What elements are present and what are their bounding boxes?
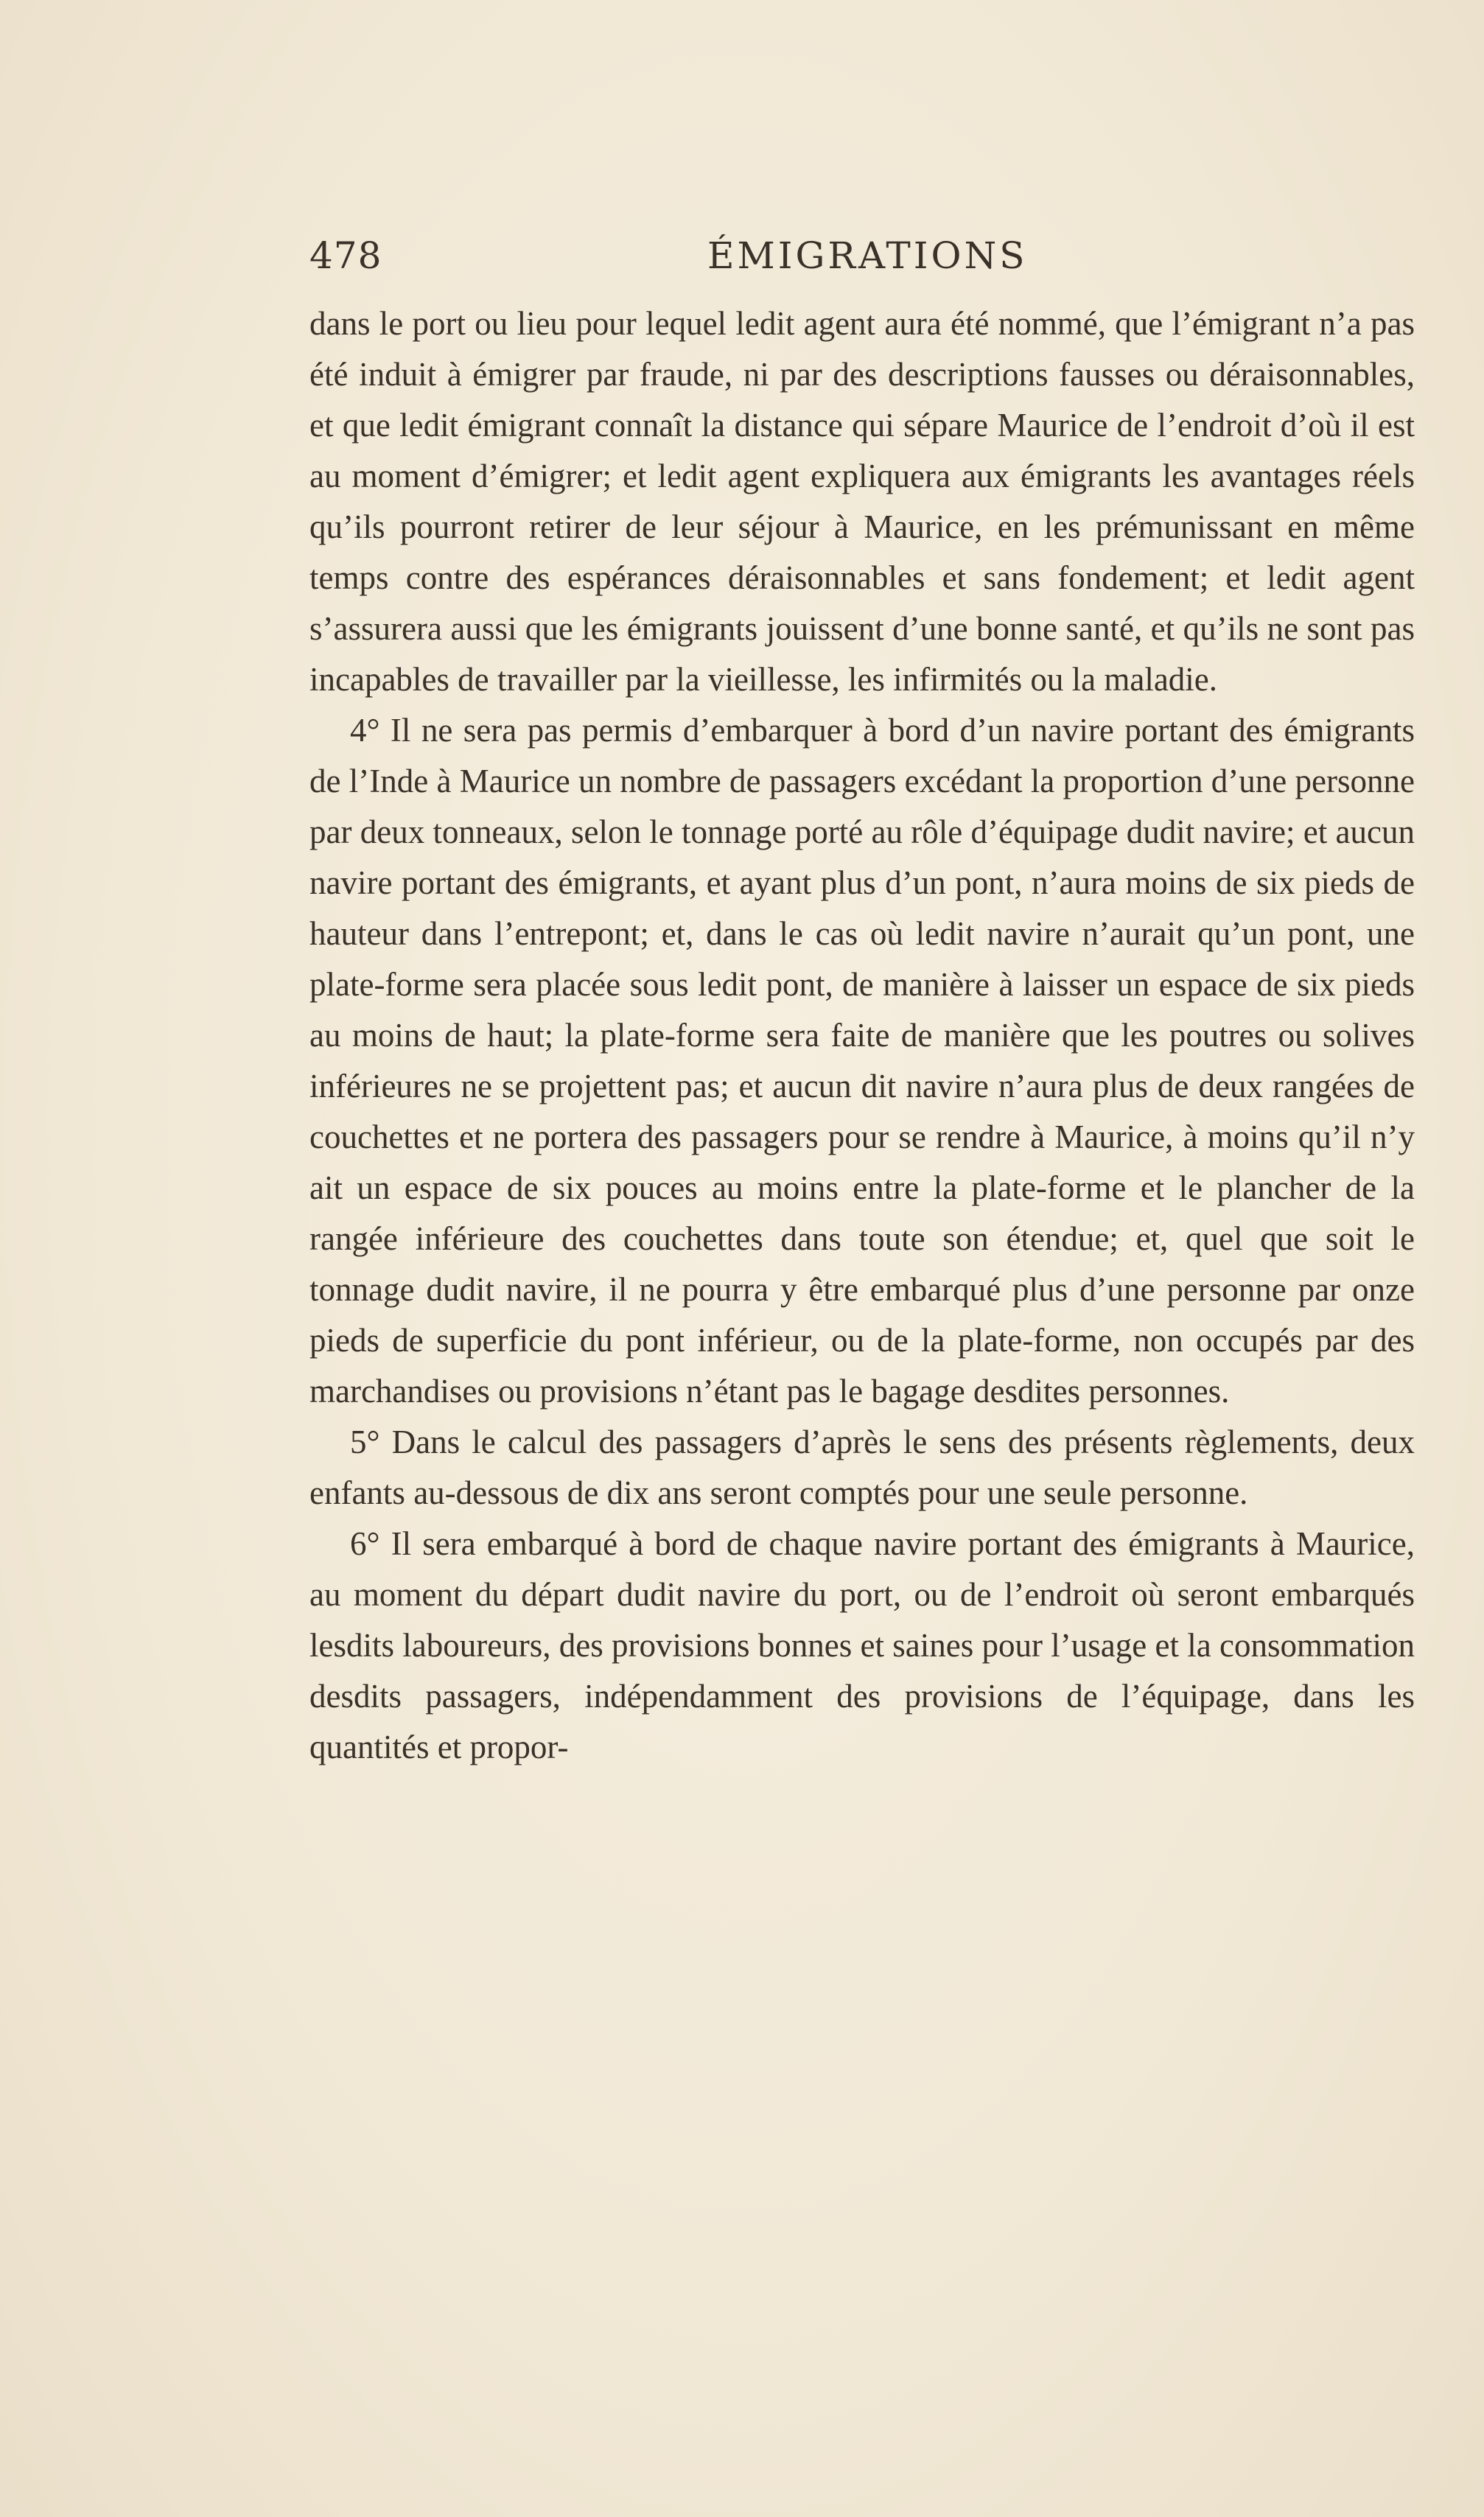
paragraph-article-4: 4° Il ne sera pas permis d’embarquer à bord d’un navire portant des émigrants de l’Inde à Maurice un nombre de passagers excédant la proportion d’une personne par deux tonneaux, selon le tonnage porté au rôle d’équipage dudit navire; et aucun navire portant des émigrants, et ayant plus d’un pont, n’aura moins de six pieds de hauteur dans l’entrepont; et, dans le cas où ledit navire n’aurait qu’un pont, une plate-forme sera placée sous ledit pont, de manière à laisser un espace de six pieds au moins de haut; la plate-forme sera faite de manière que les poutres ou solives inférieures ne se projettent pas; et aucun dit navire n’aura plus de deux rangées de couchettes et ne portera des passagers pour se rendre à Maurice, à moins qu’il n’y ait un espace de six pouces au moins entre la plate-forme et le plancher de la rangée inférieure des couchettes dans toute son étendue; et, quel que soit le tonnage dudit navire, il ne pourra y être embarqué plus d’une personne par onze pieds de superficie du pont inférieur, ou de la plate-forme, non occupés par des marchandises ou provisions n’étant pas le bagage desdites personnes. (309, 712, 1415, 1410)
paragraph-article-6: 6° Il sera embarqué à bord de chaque navire portant des émigrants à Maurice, au moment du départ dudit navire du port, ou de l’endroit où seront embarqués lesdits laboureurs, des provisions bonnes et saines pour l’usage et la consommation desdits passagers, indépendamment des provisions de l’équipage, dans les quantités et propor- (309, 1525, 1415, 1765)
paragraph-continuation: dans le port ou lieu pour lequel ledit agent aura été nommé, que l’émigrant n’a pas été induit à émigrer par fraude, ni par des descriptions fausses ou déraisonnables, et que ledit émigrant connaît la distance qui sépare Maurice de l’endroit d’où il est au moment d’émigrer; et ledit agent expliquera aux émigrants les avantages réels qu’ils pourront retirer de leur séjour à Maurice, en les prémunissant en même temps contre des espérances déraisonnables et sans fondement; et ledit agent s’assurera aussi que les émigrants jouissent d’une bonne santé, et qu’ils ne sont pas incapables de travailler par la vieillesse, les infirmités ou la maladie. (309, 305, 1415, 698)
paragraph-article-5: 5° Dans le calcul des passagers d’après le sens des présents règlements, deux enfants au-dessous de dix ans seront comptés pour une seule personne. (309, 1424, 1415, 1511)
page-number: 478 (309, 234, 382, 277)
running-title: ÉMIGRATIONS (707, 234, 1028, 277)
page-header (309, 234, 1415, 293)
body-text (309, 298, 1415, 1773)
